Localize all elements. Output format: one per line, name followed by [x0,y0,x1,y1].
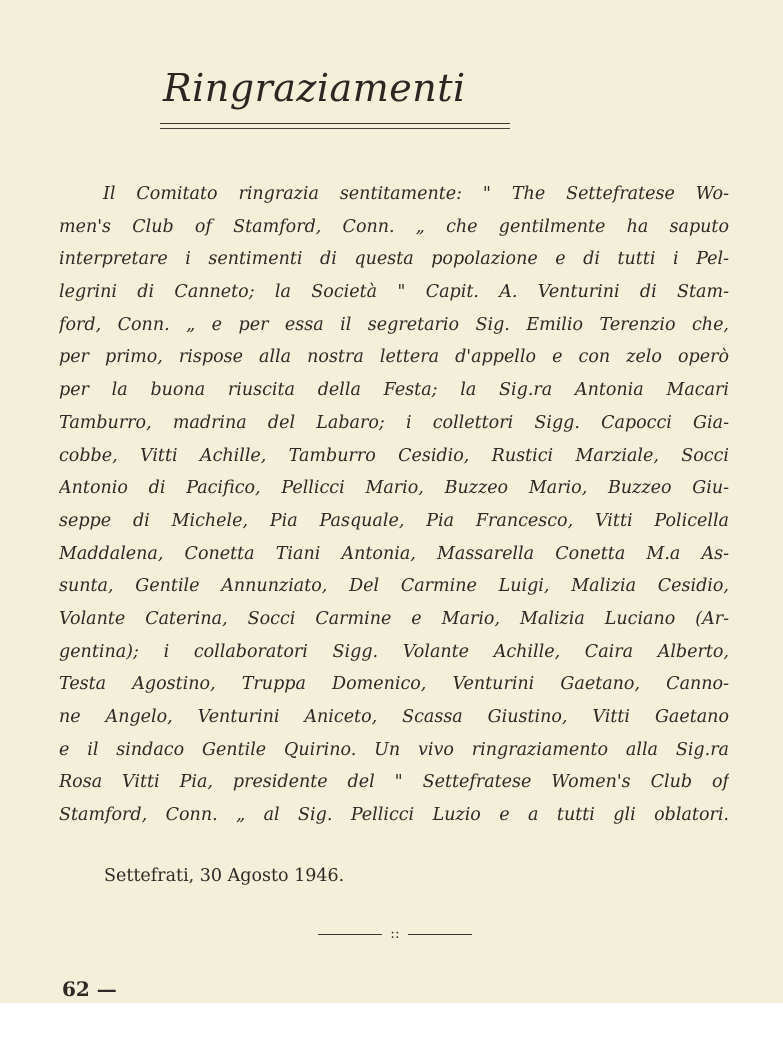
section-ornament [318,924,472,944]
text-line: cobbe, Vitti Achille, Tamburro Cesidio, Rustici Marziale, Socci [59,445,729,466]
text-line: Maddalena, Conetta Tiani Antonia, Massarella Conetta M.a As- [59,543,729,564]
text-line: ne Angelo, Venturini Aniceto, Scassa Giustino, Vitti Gaetano [59,707,729,727]
text-line: Antonio di Pacifico, Pellicci Mario, Buzzeo Mario, Buzzeo Giu- [59,478,729,499]
page-title: Ringraziamenti [163,66,466,110]
title-underline-bottom [160,128,510,129]
text-line: Tamburro, madrina del Labaro; i collettori Sigg. Capocci Gia- [59,412,729,433]
text-line: legrini di Canneto; la Società " Capit. A. Venturini di Stam- [59,282,729,303]
text-line: seppe di Michele, Pia Pasquale, Pia Francesco, Vitti Policella [59,510,729,531]
text-line: ford, Conn. „ e per essa il segretario Sig. Emilio Terenzio che, [59,314,729,335]
place-date-signature: Settefrati, 30 Agosto 1946. [104,866,345,886]
text-line: per la buona riuscita della Festa; la Sig.ra Antonia Macari [59,380,729,401]
text-line: e il sindaco Gentile Quirino. Un vivo ringraziamento alla Sig.ra [59,739,729,760]
text-line: Il Comitato ringrazia sentitamente: " The Settefratese Wo- [103,184,729,204]
text-line: Volante Caterina, Socci Carmine e Mario, Malizia Luciano (Ar- [59,608,729,629]
text-line: Testa Agostino, Truppa Domenico, Venturini Gaetano, Canno- [59,674,729,695]
text-line: interpretare i sentimenti di questa popolazione e di tutti i Pel- [59,249,729,270]
text-line: Stamford, Conn. „ al Sig. Pellicci Luzio e a tutti gli oblatori. [59,805,729,826]
page-number: 62 — [62,977,117,1001]
ornament-glyph: :: [390,926,400,942]
title-underline-top [160,123,510,124]
text-line: per primo, rispose alla nostra lettera d'appello e con zelo operò [59,347,729,368]
text-line: sunta, Gentile Annunziato, Del Carmine Luigi, Malizia Cesidio, [59,576,729,597]
ornament-rule-right [408,934,472,935]
acknowledgement-paragraph [59,178,729,832]
text-line: gentina); i collaboratori Sigg. Volante Achille, Caira Alberto, [59,641,729,662]
ornament-rule-left [318,934,382,935]
text-line: men's Club of Stamford, Conn. „ che gentilmente ha saputo [59,216,729,237]
text-line: Rosa Vitti Pia, presidente del " Settefratese Women's Club of [59,772,729,793]
